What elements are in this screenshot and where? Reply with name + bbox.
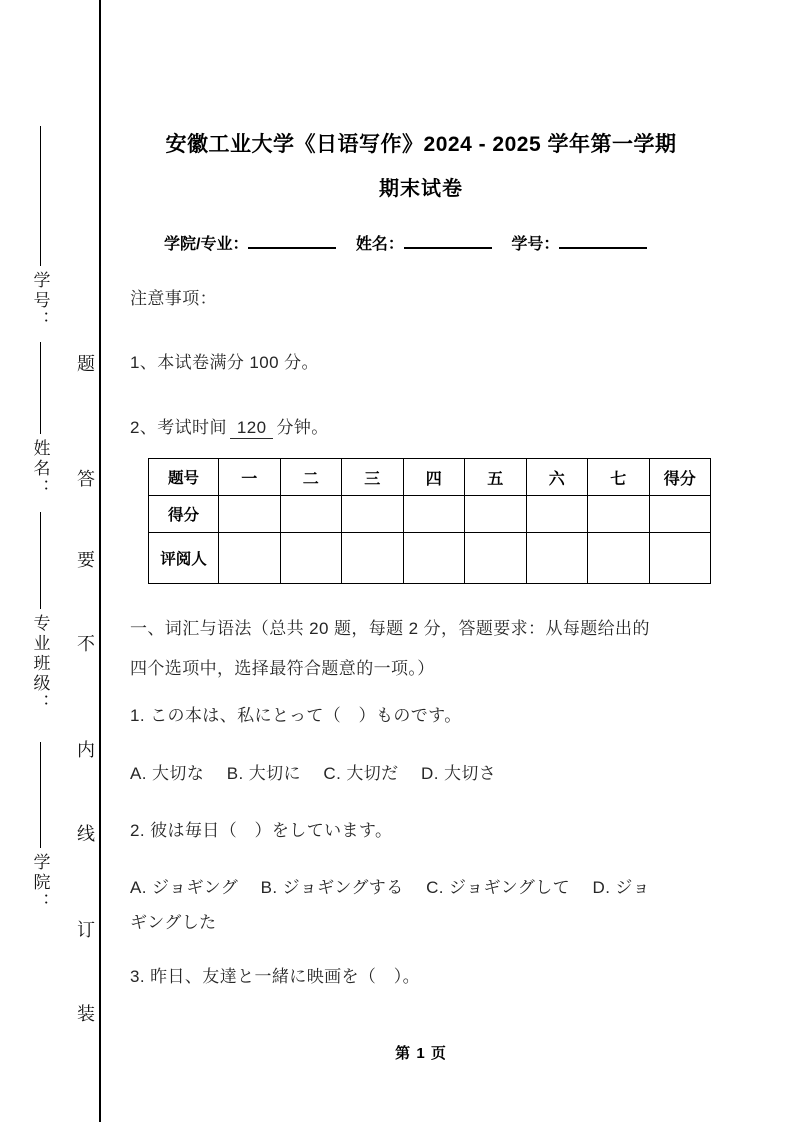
duration-suffix: 分钟。 (276, 418, 329, 437)
college-vertical-label: 学院： (30, 853, 50, 913)
score-cell-empty (403, 496, 465, 533)
column-header: 四 (403, 459, 465, 496)
score-table-header-row (149, 459, 711, 496)
score-cell-empty (465, 496, 527, 533)
section1-heading-line2: 四个选项中，选择最符合题意的一项。） (130, 659, 435, 678)
reviewer-cell-empty (219, 533, 281, 584)
major-class-vertical-label: 专业班级： (30, 614, 50, 714)
score-summary-table (148, 458, 711, 584)
reviewer-cell-empty (342, 533, 404, 584)
column-header: 五 (465, 459, 527, 496)
exam-content (130, 0, 712, 1122)
column-header: 得分 (649, 459, 711, 496)
student-id-blank (559, 235, 647, 249)
reviewer-cell-empty (465, 533, 527, 584)
student-info-line (164, 231, 662, 254)
exam-title-line1: 安徽工业大学《日语写作》2024 - 2025 学年第一学期 (165, 133, 677, 156)
question-1-text: 1. この本は、私にとって（ ）ものです。 (130, 706, 462, 725)
column-header: 三 (342, 459, 404, 496)
binding-text-char: 不 (77, 634, 95, 654)
reviewer-cell-empty (649, 533, 711, 584)
major-class-blank-line (40, 512, 41, 609)
question-3-text: 3. 昨日、友達と一緒に映画を（ ）。 (130, 967, 421, 986)
section1-heading-line1: 一、词汇与语法（总共 20 题，每题 2 分，答题要求：从每题给出的 (130, 619, 650, 638)
score-cell-empty (342, 496, 404, 533)
column-header: 七 (588, 459, 650, 496)
college-blank-line (40, 742, 41, 848)
reviewer-cell-empty (526, 533, 588, 584)
score-row-label: 得分 (149, 496, 219, 533)
reviewer-cell-empty (280, 533, 342, 584)
question-2-options-line1: A. ジョギング B. ジョギングする C. ジョギングして D. ジョ (130, 878, 650, 897)
notice-exam-duration (130, 413, 329, 439)
college-major-blank (248, 235, 336, 249)
score-cell-empty (526, 496, 588, 533)
name-blank-line (40, 342, 41, 434)
question-1-options: A. 大切な B. 大切に C. 大切だ D. 大切さ (130, 764, 497, 783)
student-id-vertical-label: 学号： (30, 271, 50, 331)
binding-text-char: 内 (77, 740, 95, 760)
name-vertical-label: 姓名： (30, 439, 50, 499)
margin-field-name (24, 342, 56, 499)
notice-total-score: 1、本试卷满分 100 分。 (130, 353, 319, 372)
duration-prefix: 2、考试时间 (130, 418, 227, 437)
binding-text-char: 要 (77, 550, 95, 570)
binding-text-char: 题 (77, 354, 95, 374)
name-label: 姓名： (355, 236, 404, 253)
score-cell-empty (280, 496, 342, 533)
reviewer-cell-empty (403, 533, 465, 584)
binding-text-char: 装 (77, 1004, 95, 1024)
binding-text-char: 答 (77, 469, 95, 489)
name-blank (404, 235, 492, 249)
binding-text-char: 订 (77, 920, 95, 940)
column-header: 二 (280, 459, 342, 496)
reviewer-row-label: 评阅人 (149, 533, 219, 584)
margin-field-major-class (24, 512, 56, 714)
exam-title-line2: 期末试卷 (379, 178, 463, 200)
column-header: 一 (219, 459, 281, 496)
score-row (149, 496, 711, 533)
notices-heading: 注意事项： (130, 289, 217, 308)
score-cell-empty (219, 496, 281, 533)
binding-text-char: 线 (77, 824, 95, 844)
margin-field-college (24, 742, 56, 913)
college-major-label: 学院/专业： (164, 236, 249, 253)
page-number-footer: 第 1 页 (395, 1045, 447, 1062)
duration-minutes-underlined: 120 (230, 418, 274, 439)
question-2-options-line2: ギングした (130, 913, 217, 932)
student-id-blank-line (40, 126, 41, 266)
score-cell-empty (588, 496, 650, 533)
question-number-header: 题号 (149, 459, 219, 496)
question-2-text: 2. 彼は毎日（ ）をしています。 (130, 821, 393, 840)
reviewer-cell-empty (588, 533, 650, 584)
margin-field-student-id (24, 126, 56, 331)
student-id-label: 学号： (511, 236, 560, 253)
score-cell-empty (649, 496, 711, 533)
column-header: 六 (526, 459, 588, 496)
reviewer-row (149, 533, 711, 584)
